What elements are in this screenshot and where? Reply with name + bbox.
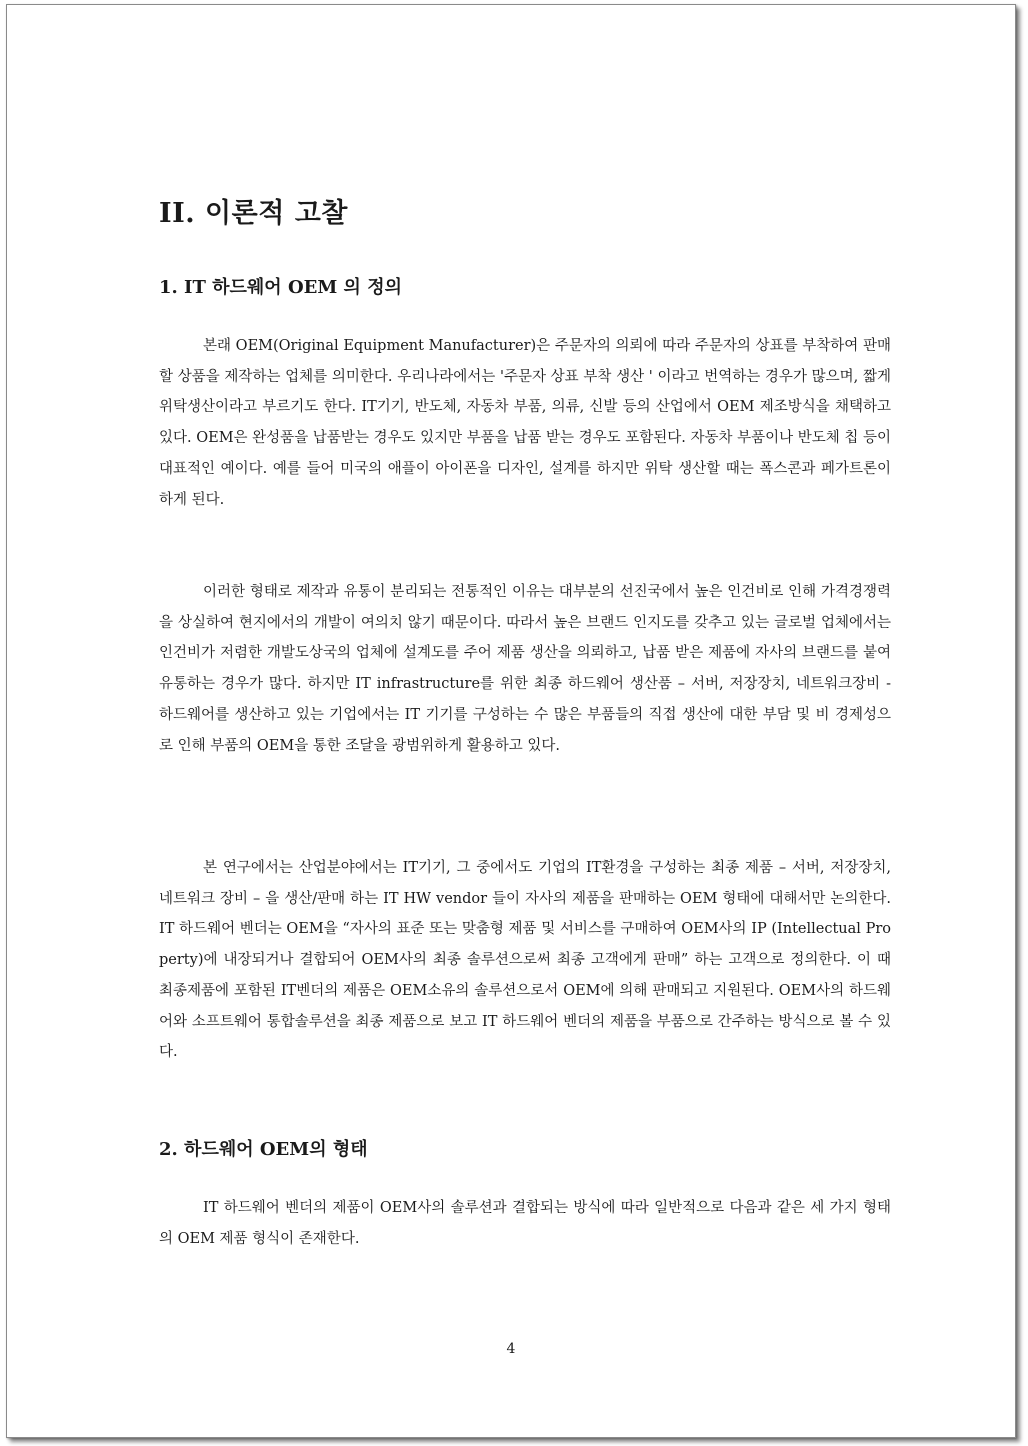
page-number: 4 (506, 1341, 516, 1357)
paragraph: 본래 OEM(Original Equipment Manufacturer)은 주문자의 의뢰에 따라 주문자의 상표를 부착하여 판매할 상품을 제작하는 업체를 의미한다. 우리나라에서는 '주문자 상표 부착 생산 ' 이라고 번역하는 경우가 많으며, 짧게 위탁생산이라고 부르기도 한다. IT기기, 반도체, 자동차 부품, 의류, 신발 등의 산업에서 OEM 제조방식을 채택하고 있다. OEM은 완성품을 납품받는 경우도 있지만 부품을 납품 받는 경우도 포함된다. 자동차 부품이나 반도체 칩 등이 대표적인 예이다. 예를 들어 미국의 애플이 아이폰을 디자인, 설계를 하지만 위탁 생산할 때는 폭스콘과 페가트론이 하게 된다. (159, 338, 891, 508)
section-title-oem-definition: 1. IT 하드웨어 OEM 의 정의 (159, 277, 402, 298)
section-title-oem-types: 2. 하드웨어 OEM의 형태 (159, 1139, 368, 1160)
paragraph: IT 하드웨어 벤더의 제품이 OEM사의 솔루션과 결합되는 방식에 따라 일반적으로 다음과 같은 세 가지 형태의 OEM 제품 형식이 존재한다. (159, 1200, 891, 1247)
paragraph: 이러한 형태로 제작과 유통이 분리되는 전통적인 이유는 대부분의 선진국에서 높은 인건비로 인해 가격경쟁력을 상실하여 현지에서의 개발이 여의치 않기 때문이다. 따라서 높은 브랜드 인지도를 갖추고 있는 글로벌 업체에서는 인건비가 저렴한 개발도상국의 업체에 설계도를 주어 제품 생산을 의뢰하고, 납품 받은 제품에 자사의 브랜드를 붙여 유통하는 경우가 많다. 하지만 IT infrastructure를 위한 최종 하드웨어 생산품 – 서버, 저장장치, 네트워크장비 - 하드웨어를 생산하고 있는 기업에서는 IT 기기를 구성하는 수 많은 부품들의 직접 생산에 대한 부담 및 비 경제성으로 인해 부품의 OEM을 통한 조달을 광범위하게 활용하고 있다. (159, 584, 891, 754)
paragraph: 본 연구에서는 산업분야에서는 IT기기, 그 중에서도 기업의 IT환경을 구성하는 최종 제품 – 서버, 저장장치, 네트워크 장비 – 을 생산/판매 하는 IT HW vendor 들이 자사의 제품을 판매하는 OEM 형태에 대해서만 논의한다. IT 하드웨어 벤더는 OEM을 “자사의 표준 또는 맞춤형 제품 및 서비스를 구매하여 OEM사의 IP (Intellectual Property)에 내장되거나 결합되어 OEM사의 최종 솔루션으로써 최종 고객에게 판매” 하는 고객으로 정의한다. 이 때 최종제품에 포함된 IT벤더의 제품은 OEM소유의 솔루션으로서 OEM에 의해 판매되고 지원된다. OEM사의 하드웨어와 소프트웨어 통합솔루션을 최종 제품으로 보고 IT 하드웨어 벤더의 제품을 부품으로 간주하는 방식으로 볼 수 있다. (159, 860, 891, 1061)
chapter-title: II. 이론적 고찰 (159, 198, 348, 229)
document-page (6, 4, 1016, 1438)
